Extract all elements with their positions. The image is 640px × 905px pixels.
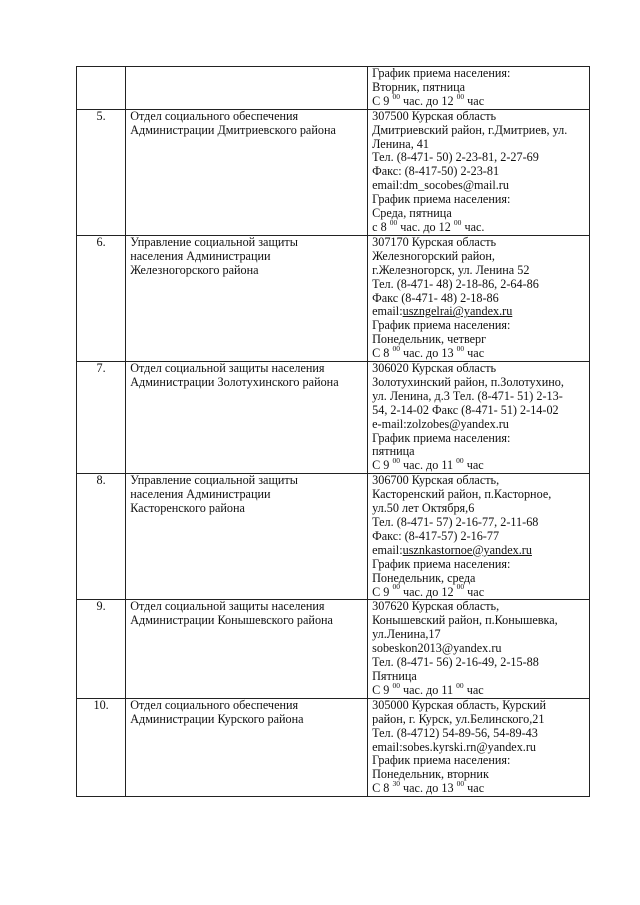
contact-line xyxy=(372,582,585,600)
contact-text: С 9 xyxy=(372,682,393,697)
table-row xyxy=(77,67,590,110)
organization-line: Отдел социальной защиты населения xyxy=(130,599,325,614)
contact-text: 54, 2-14-02 Факс (8-471- 51) 2-14-02 xyxy=(372,402,559,417)
contact-text: С 8 xyxy=(372,781,393,796)
contact-text: 306020 Курская область xyxy=(372,361,497,376)
time-text-middle: час. до 11 xyxy=(399,682,457,697)
contact-line xyxy=(372,642,585,656)
contact-line xyxy=(372,456,585,473)
time-text-end: час xyxy=(464,93,485,108)
contact-line xyxy=(372,319,585,333)
contact-text: 306700 Курская область, xyxy=(372,473,500,488)
organization-line: Отдел социального обеспечения xyxy=(130,108,299,123)
contact-text: ул.Ленина,17 xyxy=(372,627,441,642)
contact-info xyxy=(368,600,590,698)
contact-line xyxy=(372,292,585,306)
contact-line xyxy=(372,151,585,165)
table-row xyxy=(77,235,590,361)
contact-line xyxy=(372,656,585,670)
contact-text: email:dm_socobes@mail.ru xyxy=(372,178,509,193)
contact-text: Конышевский район, п.Конышевка, xyxy=(372,613,558,628)
contact-text: 307620 Курская область, xyxy=(372,599,500,614)
contact-line xyxy=(372,264,585,278)
contact-line xyxy=(372,110,585,124)
contact-line xyxy=(372,614,585,628)
contact-text: График приема населения: xyxy=(372,430,511,445)
contact-line xyxy=(372,768,585,782)
row-number: 9. xyxy=(77,600,126,698)
contact-text: ул.50 лет Октября,6 xyxy=(372,501,475,516)
organization-name xyxy=(126,600,368,698)
organization-name xyxy=(126,474,368,600)
contact-text: Железногорский район, xyxy=(372,248,495,263)
contact-info xyxy=(368,362,590,474)
row-number: 5. xyxy=(77,109,126,235)
time-text-end: час. xyxy=(461,219,485,234)
contact-line xyxy=(372,488,585,502)
contact-text: с 8 xyxy=(372,219,390,234)
time-text-middle: час. до 12 xyxy=(399,93,457,108)
organization-line: Отдел социальной защиты населения xyxy=(130,361,325,376)
contact-line xyxy=(372,165,585,179)
organization-name xyxy=(126,362,368,474)
contact-text: График приема населения: xyxy=(372,556,511,571)
time-text-middle: час. до 12 xyxy=(397,219,454,234)
contact-text: email: xyxy=(372,542,403,557)
contact-line xyxy=(372,236,585,250)
table-row xyxy=(77,698,590,796)
contact-line xyxy=(372,91,585,109)
contact-text: С 8 xyxy=(372,346,393,361)
contact-line xyxy=(372,362,585,376)
time-minutes-end: 00 xyxy=(456,779,465,789)
time-text-middle: час. до 11 xyxy=(399,458,457,473)
time-minutes-start: 00 xyxy=(392,680,400,690)
organization-name xyxy=(126,109,368,235)
contact-text: Тел. (8-4712) 54-89-56, 54-89-43 xyxy=(372,725,538,740)
contact-text: График приема населения: xyxy=(372,192,511,207)
contact-text: Понедельник, среда xyxy=(372,570,476,585)
contact-line xyxy=(372,502,585,516)
contact-line xyxy=(372,124,585,138)
contact-text: Тел. (8-471- 48) 2-18-86, 2-64-86 xyxy=(372,276,539,291)
time-minutes-end: 00 xyxy=(453,217,462,227)
contact-line xyxy=(372,713,585,727)
contact-line xyxy=(372,138,585,152)
email-link[interactable]: usznkastornoe@yandex.ru xyxy=(402,542,532,557)
contact-text: e-mail:zolzobes@yandex.ru xyxy=(372,416,509,431)
row-number: 7. xyxy=(77,362,126,474)
time-minutes-end: 00 xyxy=(456,456,464,466)
contact-line xyxy=(372,779,585,796)
organization-line: Администрации Дмитриевского района xyxy=(130,122,336,137)
contact-line xyxy=(372,207,585,221)
contact-text: Золотухинский район, п.Золотухино, xyxy=(372,374,564,389)
contact-line xyxy=(372,81,585,95)
time-minutes-end: 00 xyxy=(456,582,465,592)
contact-line xyxy=(372,572,585,586)
contact-text: 307170 Курская область xyxy=(372,234,497,249)
table-row xyxy=(77,109,590,235)
contact-line xyxy=(372,217,585,235)
organization-line: Администрации Конышевского района xyxy=(130,613,333,628)
contact-line xyxy=(372,544,585,558)
row-number: 8. xyxy=(77,474,126,600)
time-text-end: час xyxy=(464,584,485,599)
contact-line xyxy=(372,680,585,698)
time-text-end: час xyxy=(463,458,484,473)
contact-line xyxy=(372,390,585,404)
contact-line xyxy=(372,445,585,459)
organization-name xyxy=(126,235,368,361)
organization-line: Касторенского района xyxy=(130,501,245,516)
organization-name xyxy=(126,67,368,110)
time-minutes-start: 30 xyxy=(392,779,400,789)
contact-text: пятница xyxy=(372,444,415,459)
table-row xyxy=(77,600,590,698)
contact-text: район, г. Курск, ул.Белинского,21 xyxy=(372,711,545,726)
time-minutes-start: 00 xyxy=(389,217,398,227)
contact-text: Факс (8-471- 48) 2-18-86 xyxy=(372,290,499,305)
time-minutes-start: 00 xyxy=(392,344,400,354)
contact-line xyxy=(372,344,585,361)
table-body xyxy=(77,67,590,797)
contact-line xyxy=(372,376,585,390)
contact-line xyxy=(372,278,585,292)
contact-line xyxy=(372,699,585,713)
row-number: 10. xyxy=(77,698,126,796)
organization-line: Администрации Золотухинского района xyxy=(130,374,339,389)
row-number xyxy=(77,67,126,110)
contact-text: Среда, пятница xyxy=(372,206,452,221)
contact-text: С 9 xyxy=(372,458,393,473)
contact-line xyxy=(372,628,585,642)
contact-info xyxy=(368,109,590,235)
contact-text: email:sobes.kyrski.rn@yandex.ru xyxy=(372,739,536,754)
contact-text: Дмитриевский район, г.Дмитриев, ул. xyxy=(372,122,568,137)
contact-text: sobeskon2013@yandex.ru xyxy=(372,641,502,656)
time-text-middle: час. до 13 xyxy=(399,781,457,796)
contact-text: 305000 Курская область, Курский xyxy=(372,697,546,712)
contact-text: Тел. (8-471- 56) 2-16-49, 2-15-88 xyxy=(372,655,539,670)
contact-text: График приема населения: xyxy=(372,318,511,333)
time-minutes-end: 00 xyxy=(456,91,465,101)
time-text-middle: час. до 12 xyxy=(399,584,457,599)
contact-line xyxy=(372,558,585,572)
time-text-end: час xyxy=(463,682,484,697)
organization-line: Администрации Курского района xyxy=(130,711,304,726)
email-link[interactable]: uszngelrai@yandex.ru xyxy=(402,304,513,319)
contact-text: Пятница xyxy=(372,668,417,683)
contact-line xyxy=(372,530,585,544)
time-minutes-start: 00 xyxy=(392,91,400,101)
organization-line: Отдел социального обеспечения xyxy=(130,697,299,712)
contact-line xyxy=(372,250,585,264)
organization-line: населения Администрации xyxy=(130,487,271,502)
contact-info xyxy=(368,235,590,361)
contact-text: Касторенский район, п.Касторное, xyxy=(372,487,552,502)
contact-line xyxy=(372,741,585,755)
contact-line xyxy=(372,670,585,684)
contact-text: ул. Ленина, д.3 Тел. (8-471- 51) 2-13- xyxy=(372,388,563,403)
contact-line xyxy=(372,305,585,319)
contact-text: Тел. (8-471- 57) 2-16-77, 2-11-68 xyxy=(372,515,539,529)
contact-info xyxy=(368,698,590,796)
time-minutes-start: 00 xyxy=(392,456,400,466)
contact-line xyxy=(372,516,585,530)
contact-line xyxy=(372,432,585,446)
contact-line xyxy=(372,600,585,614)
contact-line xyxy=(372,179,585,193)
contact-text: График приема населения: xyxy=(372,66,511,80)
contact-line xyxy=(372,754,585,768)
time-minutes-start: 00 xyxy=(392,582,400,592)
contact-text: Ленина, 41 xyxy=(372,136,429,151)
time-minutes-end: 00 xyxy=(456,344,465,354)
contact-text: Тел. (8-471- 50) 2-23-81, 2-27-69 xyxy=(372,150,539,165)
organization-line: Управление социальной защиты xyxy=(130,234,298,249)
row-number: 6. xyxy=(77,235,126,361)
table-row xyxy=(77,362,590,474)
contact-text: Факс: (8-417-57) 2-16-77 xyxy=(372,528,500,543)
organization-line: Железногорского района xyxy=(130,262,259,277)
contact-text: email: xyxy=(372,304,403,319)
contact-text: г.Железногорск, ул. Ленина 52 xyxy=(372,262,530,277)
social-services-table xyxy=(76,66,590,797)
contact-text: Факс: (8-417-50) 2-23-81 xyxy=(372,164,500,179)
time-text-middle: час. до 13 xyxy=(399,346,457,361)
contact-text: С 9 xyxy=(372,93,393,108)
contact-text: С 9 xyxy=(372,584,393,599)
contact-text: Вторник, пятница xyxy=(372,79,466,94)
contact-text: Понедельник, четверг xyxy=(372,332,487,347)
contact-text: Понедельник, вторник xyxy=(372,767,489,782)
contact-info xyxy=(368,474,590,600)
table-row xyxy=(77,474,590,600)
organization-line: населения Администрации xyxy=(130,248,271,263)
contact-line xyxy=(372,727,585,741)
contact-line xyxy=(372,333,585,347)
contact-line xyxy=(372,418,585,432)
contact-text: График приема населения: xyxy=(372,753,511,768)
contact-text: 307500 Курская область xyxy=(372,108,497,123)
time-text-end: час xyxy=(464,781,485,796)
contact-line xyxy=(372,193,585,207)
contact-line xyxy=(372,474,585,488)
contact-line xyxy=(372,67,585,81)
contact-info xyxy=(368,67,590,110)
organization-line: Управление социальной защиты xyxy=(130,473,298,488)
contact-line xyxy=(372,404,585,418)
time-minutes-end: 00 xyxy=(456,680,464,690)
organization-name xyxy=(126,698,368,796)
time-text-end: час xyxy=(464,346,485,361)
